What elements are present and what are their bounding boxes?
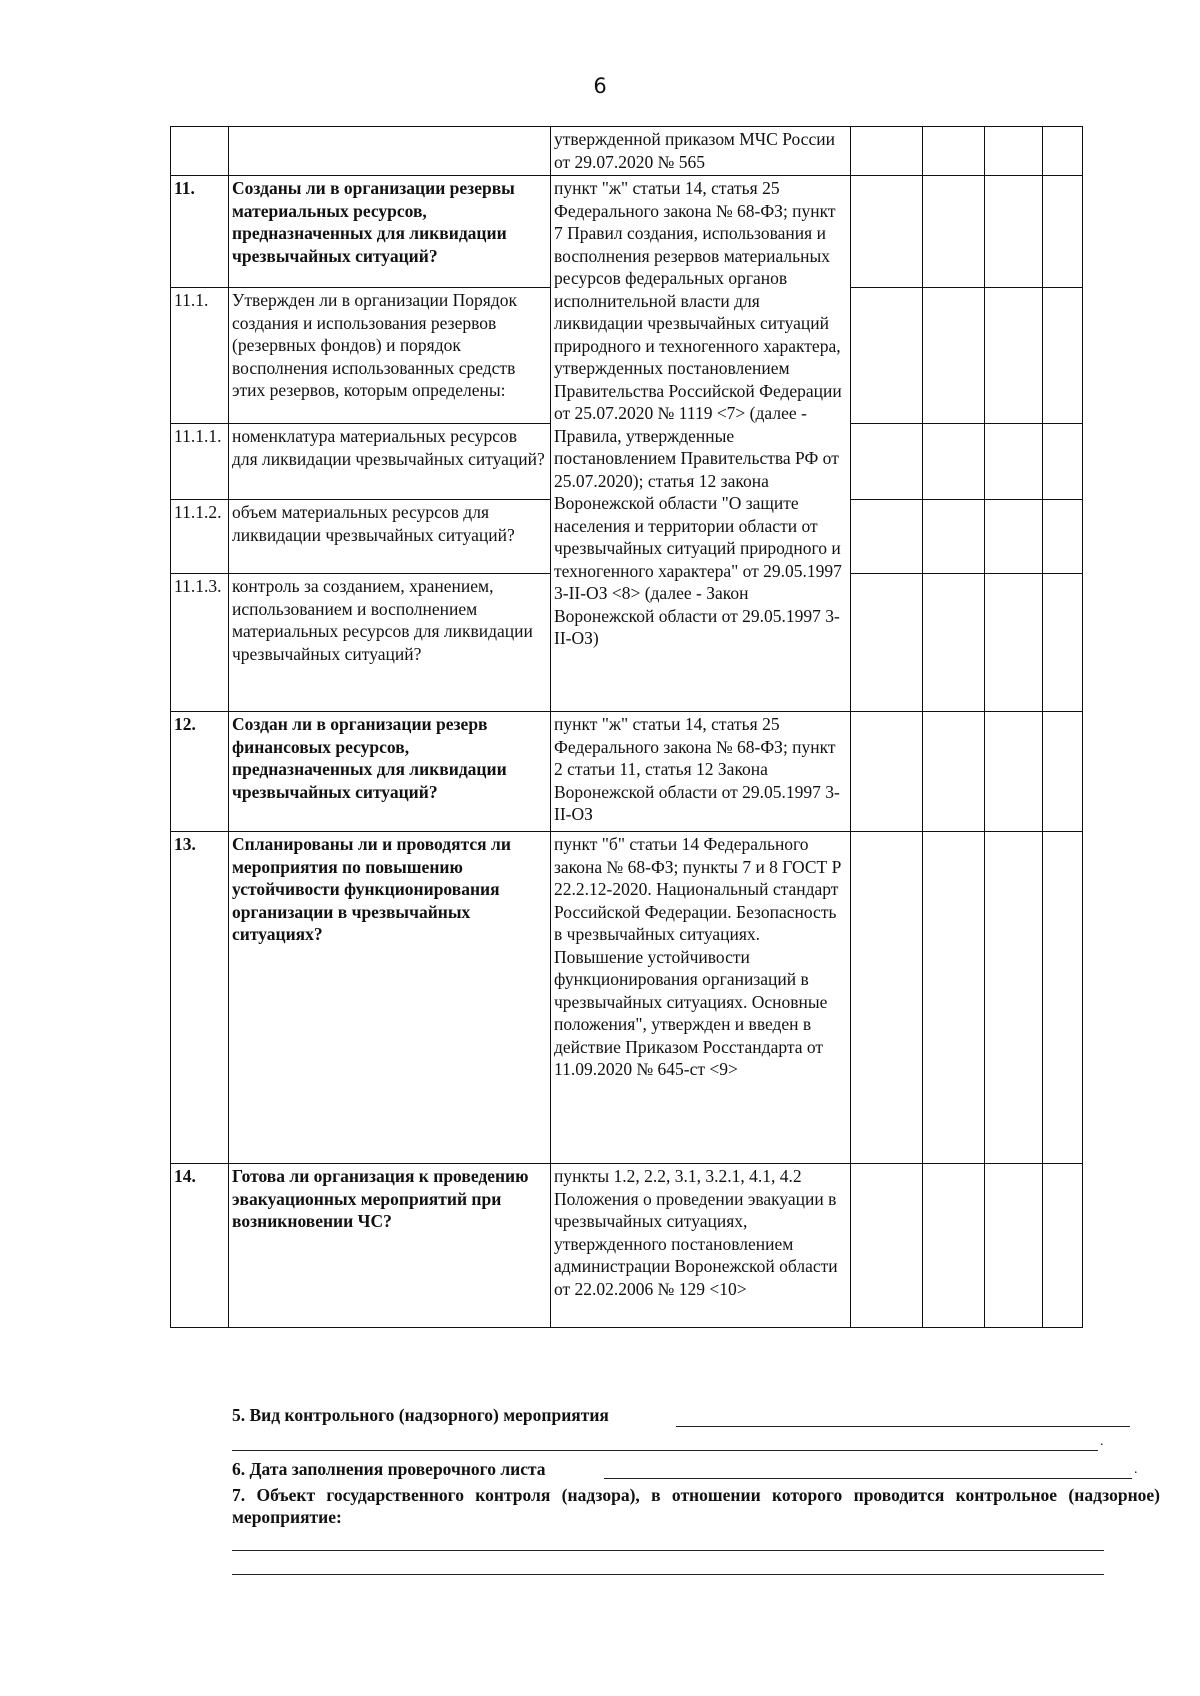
answer-yes-cell[interactable] xyxy=(851,832,923,1164)
page-number: 6 xyxy=(593,74,607,98)
note-cell[interactable] xyxy=(1043,1164,1083,1328)
answer-na-cell[interactable] xyxy=(985,127,1043,176)
row-number: 11.1. xyxy=(171,288,229,424)
note-cell[interactable] xyxy=(1043,712,1083,832)
item7-input-line-2[interactable] xyxy=(232,1574,1104,1575)
table-row xyxy=(171,712,1083,832)
answer-no-cell[interactable] xyxy=(923,574,985,712)
item6-label: 6. Дата заполнения проверочного листа xyxy=(232,1459,546,1479)
checklist-table xyxy=(170,126,1083,1328)
row-number: 11.1.3. xyxy=(171,574,229,712)
row-question xyxy=(229,127,551,176)
row-number: 11.1.2. xyxy=(171,500,229,574)
footer-item-7 xyxy=(232,1484,1160,1528)
row-number: 11. xyxy=(171,176,229,288)
answer-no-cell[interactable] xyxy=(923,127,985,176)
row-basis: пункт "б" статьи 14 Федерального закона № 68-ФЗ; пункты 7 и 8 ГОСТ Р 22.2.12-2020. Национальный стандарт Российской Федерации. Безопасность в чрезвычайных ситуациях. Повышение устойчивости функционирования организаций в чрезвычайных ситуациях. Основные положения", утвержден и введен в действие Приказом Росстандарта от 11.09.2020 № 645-ст <9> xyxy=(551,832,851,1164)
item6-input-line[interactable] xyxy=(604,1478,1132,1479)
answer-na-cell[interactable] xyxy=(985,832,1043,1164)
row-basis: пункты 1.2, 2.2, 3.1, 3.2.1, 4.1, 4.2 Положения о проведении эвакуации в чрезвычайных ситуациях, утвержденного постановлением администрации Воронежской области от 22.02.2006 № 129 <10> xyxy=(551,1164,851,1328)
row-question: Создан ли в организации резерв финансовых ресурсов, предназначенных для ликвидации чрезвычайных ситуаций? xyxy=(229,712,551,832)
row-number xyxy=(171,127,229,176)
answer-na-cell[interactable] xyxy=(985,500,1043,574)
answer-yes-cell[interactable] xyxy=(851,712,923,832)
note-cell[interactable] xyxy=(1043,424,1083,500)
answer-yes-cell[interactable] xyxy=(851,127,923,176)
answer-na-cell[interactable] xyxy=(985,574,1043,712)
note-cell[interactable] xyxy=(1043,574,1083,712)
item6-end-dot: . xyxy=(1134,1462,1138,1477)
row-number: 13. xyxy=(171,832,229,1164)
answer-yes-cell[interactable] xyxy=(851,424,923,500)
answer-na-cell[interactable] xyxy=(985,1164,1043,1328)
answer-yes-cell[interactable] xyxy=(851,176,923,288)
answer-no-cell[interactable] xyxy=(923,500,985,574)
table-row xyxy=(171,127,1083,176)
answer-yes-cell[interactable] xyxy=(851,574,923,712)
table-row xyxy=(171,832,1083,1164)
answer-no-cell[interactable] xyxy=(923,712,985,832)
item7-input-line-1[interactable] xyxy=(232,1550,1104,1551)
item5-input-line-2[interactable] xyxy=(232,1450,1098,1451)
row-number: 14. xyxy=(171,1164,229,1328)
note-cell[interactable] xyxy=(1043,832,1083,1164)
row-question: объем материальных ресурсов для ликвидации чрезвычайных ситуаций? xyxy=(229,500,551,574)
note-cell[interactable] xyxy=(1043,500,1083,574)
answer-na-cell[interactable] xyxy=(985,424,1043,500)
table-row xyxy=(171,1164,1083,1328)
answer-no-cell[interactable] xyxy=(923,1164,985,1328)
row-basis: утвержденной приказом МЧС России от 29.07.2020 № 565 xyxy=(551,127,851,176)
note-cell[interactable] xyxy=(1043,176,1083,288)
answer-na-cell[interactable] xyxy=(985,176,1043,288)
item5-end-dot: . xyxy=(1100,1434,1104,1449)
answer-no-cell[interactable] xyxy=(923,176,985,288)
answer-yes-cell[interactable] xyxy=(851,288,923,424)
note-cell[interactable] xyxy=(1043,288,1083,424)
answer-no-cell[interactable] xyxy=(923,424,985,500)
item5-label: 5. Вид контрольного (надзорного) мероприятия xyxy=(232,1405,609,1425)
answer-no-cell[interactable] xyxy=(923,288,985,424)
answer-yes-cell[interactable] xyxy=(851,1164,923,1328)
answer-yes-cell[interactable] xyxy=(851,500,923,574)
item7-label: 7. Объект государственного контроля (надзора), в отношении которого проводится контрольное (надзорное) мероприятие: xyxy=(232,1485,1160,1527)
item5-input-line-1[interactable] xyxy=(676,1426,1130,1427)
row-number: 12. xyxy=(171,712,229,832)
note-cell[interactable] xyxy=(1043,127,1083,176)
row-question: номенклатура материальных ресурсов для ликвидации чрезвычайных ситуаций? xyxy=(229,424,551,500)
table-row xyxy=(171,176,1083,288)
answer-na-cell[interactable] xyxy=(985,712,1043,832)
row-basis: пункт "ж" статьи 14, статья 25 Федерального закона № 68-ФЗ; пункт 2 статьи 11, статья 12 Закона Воронежской области от 29.05.1997 3-II-ОЗ xyxy=(551,712,851,832)
row-question: Созданы ли в организации резервы материальных ресурсов, предназначенных для ликвидации чрезвычайных ситуаций? xyxy=(229,176,551,288)
row-question: Готова ли организация к проведению эвакуационных мероприятий при возникновении ЧС? xyxy=(229,1164,551,1328)
footer-item-5 xyxy=(232,1404,1152,1426)
row-question: Спланированы ли и проводятся ли мероприятия по повышению устойчивости функционирования организации в чрезвычайных ситуациях? xyxy=(229,832,551,1164)
answer-na-cell[interactable] xyxy=(985,288,1043,424)
row-question: Утвержден ли в организации Порядок создания и использования резервов (резервных фондов) и порядок восполнения использованных средств этих резервов, которым определены: xyxy=(229,288,551,424)
footer-item-6 xyxy=(232,1458,1152,1480)
answer-no-cell[interactable] xyxy=(923,832,985,1164)
row-basis-merged: пункт "ж" статьи 14, статья 25 Федерального закона № 68-ФЗ; пункт 7 Правил создания, использования и восполнения резервов материальных ресурсов федеральных органов исполнительной власти для ликвидации чрезвычайных ситуаций природного и техногенного характера, утвержденных постановлением Правительства Российской Федерации от 25.07.2020 № 1119 <7> (далее - Правила, утвержденные постановлением Правительства РФ от 25.07.2020); статья 12 закона Воронежской области "О защите населения и территории области от чрезвычайных ситуаций природного и техногенного характера" от 29.05.1997 3-II-ОЗ <8> (далее - Закон Воронежской области от 29.05.1997 3-II-ОЗ) xyxy=(551,176,851,712)
row-number: 11.1.1. xyxy=(171,424,229,500)
row-question: контроль за созданием, хранением, использованием и восполнением материальных ресурсов для ликвидации чрезвычайных ситуаций? xyxy=(229,574,551,712)
